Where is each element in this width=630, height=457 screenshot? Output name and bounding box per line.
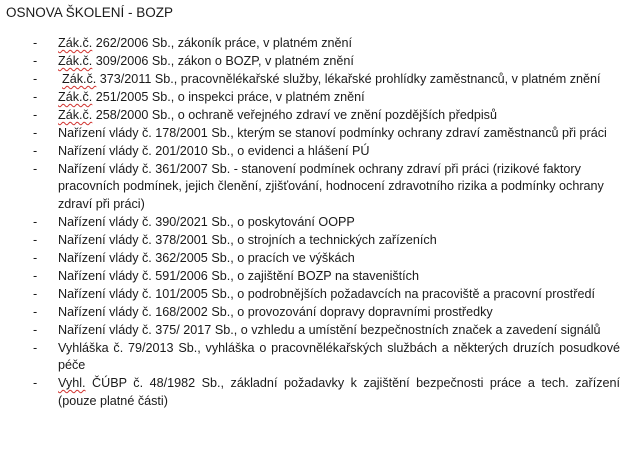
spellcheck-word: Zák.č. [62,72,97,86]
list-item [0,143,630,160]
list-item-text: Nařízení vlády č. 378/2001 Sb., o strojních a technických zařízeních [58,232,437,247]
list-item-text: Nařízení vlády č. 178/2001 Sb., kterým se stanoví podmínky ochrany zdraví zaměstnanců při práci [58,126,607,140]
bullet-dash: - [33,340,38,355]
bullet-dash: - [33,232,38,247]
list-item-text: Nařízení vlády č. 361/2007 Sb. - stanovení podmínek ochrany zdraví při práci (rizikové faktory pracovních podmínek, jejich členění, zjišťování, hodnocení zdravotního rizika a podmínky ochrany zdraví při práci) [58,162,604,211]
spellcheck-word: Zák.č. [58,54,93,68]
list-item [0,286,630,303]
list-item-text: 373/2011 Sb., pracovnělékařské služby, lékařské prohlídky zaměstnanců, v platném znění [96,72,601,86]
list-item-text: ČÚBP č. 48/1982 Sb., základní požadavky k zajištění bezpečnosti práce a tech. zařízení (pouze platné části) [58,376,620,408]
list-item [0,125,630,142]
list-item [0,304,630,321]
list-item [0,340,630,375]
list-item [0,161,630,213]
bullet-dash: - [33,268,38,283]
list-item-text: Nařízení vlády č. 591/2006 Sb., o zajištění BOZP na staveništích [58,268,419,283]
bullet-dash: - [33,304,38,319]
bullet-dash: - [33,250,38,265]
bullet-dash: - [33,54,38,68]
list-item-text: Nařízení vlády č. 101/2005 Sb., o podrobnějších požadavcích na pracoviště a pracovní prostředí [58,286,595,301]
bullet-dash: - [33,162,38,176]
list-item-text: Nařízení vlády č. 168/2002 Sb., o provozování dopravy dopravními prostředky [58,304,493,319]
list-item [0,214,630,231]
list-item-text: Nařízení vlády č. 362/2005 Sb., o pracích ve výškách [58,250,355,265]
bullet-dash: - [33,214,38,229]
bullet-dash: - [33,144,38,158]
list-item-text: Nařízení vlády č. 201/2010 Sb., o evidenci a hlášení PÚ [58,144,370,158]
list-item-text: Vyhláška č. 79/2013 Sb., vyhláška o pracovnělékařských službách a některých druzích posudkové péče [58,340,620,373]
list-item [0,250,630,267]
bullet-dash: - [33,90,38,104]
bullet-dash: - [33,36,38,50]
spellcheck-word: Zák.č. [58,90,93,104]
bullet-dash: - [33,108,38,122]
list-item [0,35,630,52]
bullet-dash: - [33,376,38,391]
bullet-dash: - [33,322,38,337]
list-item-text: 258/2000 Sb., o ochraně veřejného zdraví ve znění pozdějších předpisů [92,108,497,122]
bullet-dash: - [33,126,38,140]
spellcheck-word: Zák.č. [58,36,93,50]
list-item [0,375,630,410]
list-item-text: Nařízení vlády č. 375/ 2017 Sb., o vzhledu a umístění bezpečnostních značek a zavedení signálů [58,322,601,337]
list-item [0,107,630,124]
list-item [0,322,630,339]
bullet-dash: - [33,72,38,86]
spellcheck-word: Zák.č. [58,108,93,122]
list-item [0,232,630,249]
list-item [0,268,630,285]
bullet-dash: - [33,286,38,301]
list-item-text: 262/2006 Sb., zákoník práce, v platném znění [92,36,353,50]
list-item [0,71,630,88]
list-item [0,53,630,70]
list-item-text: Nařízení vlády č. 390/2021 Sb., o poskytování OOPP [58,214,355,229]
list-item [0,89,630,106]
training-outline-list [0,35,630,411]
document-title: OSNOVA ŠKOLENÍ - BOZP [6,5,174,20]
spellcheck-word: Vyhl. [58,376,86,391]
list-item-text: 309/2006 Sb., zákon o BOZP, v platném znění [92,54,354,68]
list-item-text: 251/2005 Sb., o inspekci práce, v platném znění [92,90,365,104]
